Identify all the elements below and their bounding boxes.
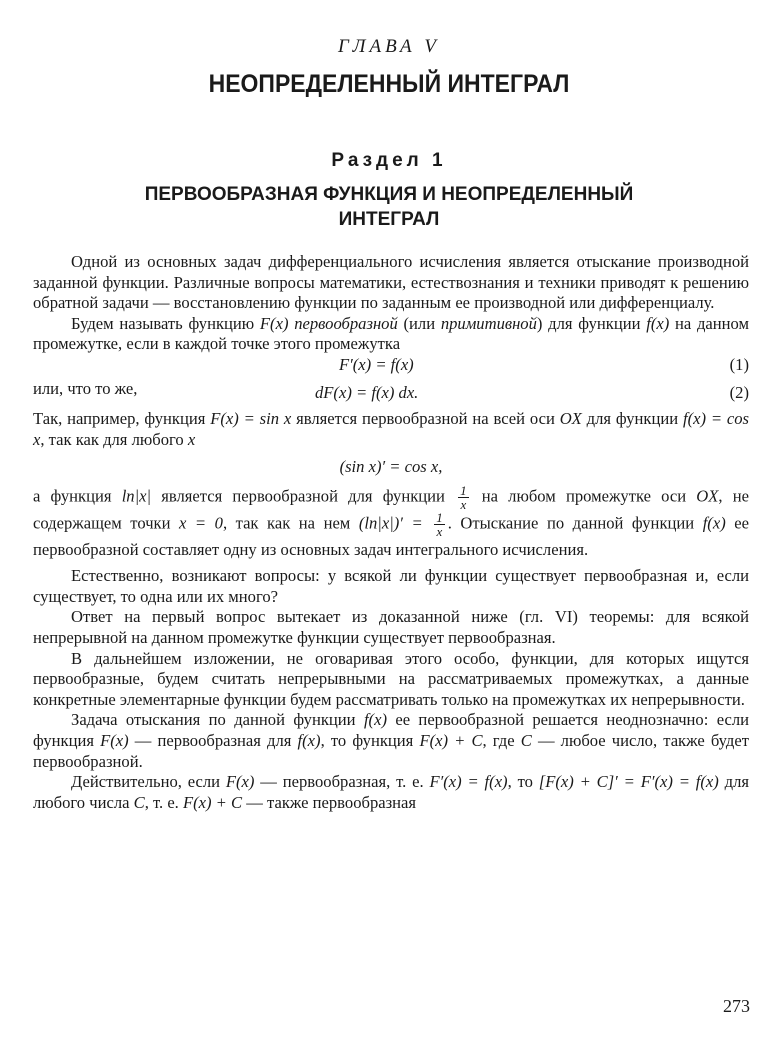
section-title-line-2: ИНТЕГРАЛ: [338, 209, 440, 230]
paragraph-6: Ответ на первый вопрос вытекает из доказанной ниже (гл. VI) теоремы: для всякой непрерывной на данном промежутке функции существует первообразная.: [33, 607, 749, 647]
fraction-one-over-x-2: $\frac{1}{x}$: [436, 510, 443, 540]
equation-2: [33, 379, 749, 403]
chapter-heading: ГЛАВА V: [338, 36, 440, 57]
paragraph-3: Так, например, функция F(x) = sin x является первообразной на всей оси OX для функции f(x) = cos x, так как для любого x: [33, 408, 749, 449]
page-number: 273: [723, 996, 750, 1016]
paragraph-4: а функция ln|x| является первообразной для функции $\frac{1}{x}$ на любом промежутке оси OX, не содержащем точки x = 0, так как на нем (ln|x|)′ = $\frac{1}{x}$ . Отыскание по данной функции f(x) ее первообразной составляет одну из основных задач интегрального исчисления.: [33, 483, 749, 560]
term-primitive: примитивной: [440, 313, 537, 333]
body-text: [33, 252, 749, 813]
fraction-one-over-x: $\frac{1}{x}$: [460, 483, 467, 513]
paragraph-5: Естественно, возникают вопросы: у всякой ли функции существует первообразная и, если существует, то одна или их много?: [33, 566, 749, 606]
term-antiderivative: первообразной: [294, 313, 398, 333]
paragraph-1: Одной из основных задач дифференциального исчисления является отыскание производной заданной функции. Различные вопросы математики, естествознания и техники приводят к решению обратной задачи — восстановлению функции по заданным ее производной или дифференциалу.: [33, 252, 749, 313]
equation-1: [33, 355, 749, 379]
equation-3: (sin x)′ = cos x,: [339, 457, 443, 477]
paragraph-7: В дальнейшем изложении, не оговаривая этого особо, функции, для которых ищутся первообразные, будем считать непрерывными на рассматриваемых промежутках, а данные конкретные элементарные функции будем рассматривать только на промежутках их непрерывности.: [33, 648, 749, 709]
paragraph-8: Задача отыскания по данной функции f(x) ее первообразной решается неоднозначно: если функция F(x) — первообразная для f(x), то функция F(x) + C, где C — любое число, также будет первообразной.: [33, 710, 749, 771]
paragraph-9: Действительно, если F(x) — первообразная, т. е. F′(x) = f(x), то [F(x) + C]′ = F′(x) = f(x) для любого числа C, т. е. F(x) + C — также первообразная: [33, 772, 749, 812]
section-heading: Раздел 1: [331, 150, 447, 171]
equation-1-formula: F′(x) = f(x): [339, 354, 414, 374]
section-title: [0, 182, 778, 232]
section-title-line-1: ПЕРВООБРАЗНАЯ ФУНКЦИЯ И НЕОПРЕДЕЛЕННЫЙ: [144, 184, 634, 205]
equation-2-lead: или, что то же,: [33, 378, 138, 398]
equation-2-formula: dF(x) = f(x) dx.: [315, 382, 419, 402]
equation-2-number: (2): [729, 382, 749, 402]
paragraph-2: Будем называть функцию F(x) первообразной (или примитивной) для функции f(x) на данном промежутке, если в каждой точке этого промежутка: [33, 313, 749, 354]
chapter-title: НЕОПРЕДЕЛЕННЫЙ ИНТЕГРАЛ: [208, 70, 570, 98]
equation-1-number: (1): [729, 354, 749, 374]
